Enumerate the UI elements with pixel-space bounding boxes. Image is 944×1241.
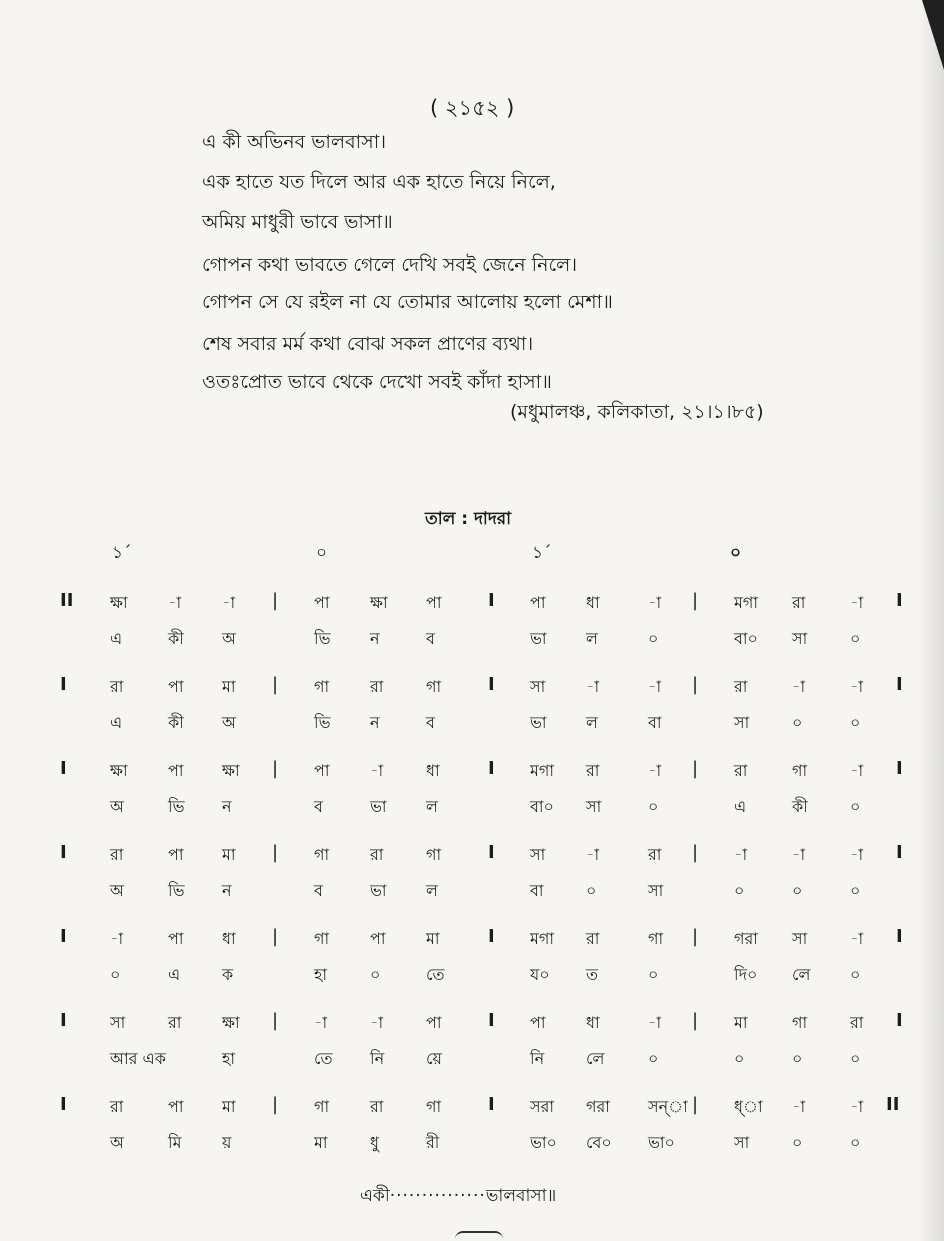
lyric-syllable: অ [110,797,124,816]
lyric-syllable: ত [586,965,599,984]
lyric-syllable: কী [168,629,184,648]
bar-separator: | [272,590,279,611]
lyric-syllable: নি [370,1049,385,1068]
lyric-syllable: য০ [530,965,550,984]
bar-separator: I [488,758,495,779]
lyric-syllable: ০ [734,881,745,900]
lyric-syllable: এ [110,713,123,732]
swara-note: পা [426,593,442,612]
swara-note: সরা [530,1097,555,1116]
bar-separator: | [272,1094,279,1115]
refrain-footer [360,1183,556,1211]
swara-note: রা [648,845,662,864]
bar-close: I [896,758,903,779]
beat-mark: ০ [730,543,742,563]
lyric-syllable: ০ [648,797,659,816]
beat-mark: ১´ [532,543,552,563]
bar-open: I [60,758,67,779]
swara-note: -া [734,845,748,864]
lyric-syllable: ন [222,797,232,816]
lyric-syllable: বা [648,713,662,732]
swara-note: ক্ষা [222,761,240,780]
page-corner-fold [922,0,944,70]
swara-note: রা [586,761,600,780]
lyric-syllable: বা০ [734,629,758,648]
lyric-line: গোপন কথা ভাবতে গেলে দেখি সবই জেনে নিলে। [202,254,578,276]
lyric-line: গোপন সে যে রইল না যে তোমার আলোয় হলো মেশা॥ [202,291,613,313]
swara-note: -া [586,677,600,696]
lyric-syllable: ভা [370,797,387,816]
swara-note: পা [530,593,546,612]
lyric-syllable: ০ [792,1049,803,1068]
lyric-syllable: সা [734,713,750,732]
swara-note: গা [792,1013,808,1032]
lyric-syllable: ল [586,629,598,648]
bar-close: I [896,926,903,947]
lyric-syllable: অ [110,1133,124,1152]
bar-separator: | [692,1010,699,1031]
swara-note: -া [792,1097,806,1116]
lyric-syllable: হা [222,1049,236,1068]
lyric-syllable: হা [314,965,328,984]
swara-note: রা [370,845,384,864]
bar-separator: | [692,1094,699,1115]
bar-separator: | [272,674,279,695]
lyric-syllable: তে [426,965,445,984]
bar-open: II [60,590,74,611]
swara-note: রা [734,761,748,780]
swara-note: গরা [586,1097,610,1116]
lyric-syllable: ল [426,881,438,900]
lyric-line: শেষ সবার মর্ম কথা বোঝ সকল প্রাণের ব্যথা। [202,333,534,355]
swara-note: মগা [530,929,555,948]
swara-note: গা [648,929,664,948]
lyric-syllable: ০ [850,629,861,648]
swara-note: মা [222,677,236,696]
lyric-syllable: কী [168,713,184,732]
lyric-syllable: ০ [792,881,803,900]
swara-note: মা [426,929,440,948]
swara-note: -া [648,761,662,780]
lyric-syllable: ভি [168,797,185,816]
lyric-syllable: ০ [850,881,861,900]
swara-note: মগা [530,761,555,780]
swara-note: পা [314,593,330,612]
lyric-syllable: ভি [168,881,185,900]
swara-note: সা [530,845,546,864]
lyric-syllable: ০ [734,1049,745,1068]
lyric-syllable: ০ [850,965,861,984]
swara-note: গা [314,1097,330,1116]
swara-note: সা [530,677,546,696]
lyric-syllable: অ [222,629,236,648]
swara-note: -া [586,845,600,864]
lyric-syllable: ০ [850,1049,861,1068]
swara-note: পা [168,761,184,780]
lyric-syllable: মি [168,1133,182,1152]
lyric-syllable: অ [222,713,236,732]
swara-note: রা [110,845,124,864]
lyric-syllable: এ [168,965,181,984]
refrain-dots: ··············· [389,1186,486,1206]
lyric-syllable: তে [314,1049,333,1068]
page-number: ( ২১৫২ ) [430,96,515,120]
swara-note: -া [850,1097,864,1116]
bar-separator: I [488,1010,495,1031]
lyric-syllable: সা [648,881,664,900]
swara-note: -া [792,845,806,864]
bar-close: I [896,1010,903,1031]
swara-note: -া [850,929,864,948]
lyric-syllable: ভা [370,881,387,900]
swara-note: সন্া [648,1097,688,1116]
refrain-end: ভালবাসা॥ [485,1186,557,1206]
swara-note: গা [426,677,442,696]
lyric-syllable: ন [222,881,232,900]
swara-note: গরা [734,929,758,948]
lyric-syllable: ০ [648,629,659,648]
bar-close: I [896,590,903,611]
bar-separator: I [488,842,495,863]
lyric-syllable: মা [314,1133,328,1152]
swara-note: রা [370,1097,384,1116]
lyric-syllable: ০ [792,1133,803,1152]
swara-note: -া [110,929,124,948]
lyric-syllable: ভি [314,629,331,648]
lyric-syllable: ব [314,881,323,900]
lyric-syllable: ন [370,713,380,732]
swara-note: মা [734,1013,748,1032]
swara-note: -া [648,677,662,696]
swara-note: -া [370,1013,384,1032]
lyric-line: এ কী অভিনব ভালবাসা। [202,131,387,153]
bar-separator: I [488,926,495,947]
lyric-syllable: সা [734,1133,750,1152]
swara-note: ক্ষা [222,1013,240,1032]
swara-note: রা [792,593,806,612]
lyric-syllable: লে [586,1049,605,1068]
swara-note: রা [850,1013,864,1032]
bar-close: II [886,1094,900,1115]
swara-note: ক্ষা [110,761,128,780]
source-citation: (মধুমালঞ্চ, কলিকাতা, ২১।১।৮৫) [510,401,764,423]
lyric-syllable: বা [530,881,544,900]
swara-note: গা [314,677,330,696]
swara-note: ক্ষা [370,593,388,612]
lyric-syllable: ধু [370,1133,379,1152]
lyric-syllable: ল [426,797,438,816]
lyric-syllable: নি [530,1049,545,1068]
swara-note: পা [168,929,184,948]
swara-note: -া [314,1013,328,1032]
swara-note: -া [168,593,182,612]
swara-note: -া [648,593,662,612]
lyric-syllable: য় [222,1133,232,1152]
lyric-syllable: রী [426,1133,440,1152]
bar-separator: | [272,1010,279,1031]
lyric-syllable: ভা০ [648,1133,675,1152]
bar-separator: I [488,590,495,611]
bar-separator: | [692,674,699,695]
bar-separator: | [272,926,279,947]
lyric-syllable: য়ে [426,1049,442,1068]
swara-note: -া [850,593,864,612]
bar-close: I [896,674,903,695]
lyric-syllable: এ [734,797,747,816]
lyric-syllable: ন [370,629,380,648]
swara-note: গা [426,1097,442,1116]
bar-open: I [60,842,67,863]
swara-note: সা [110,1013,126,1032]
lyric-syllable: বা০ [530,797,554,816]
swara-note: রা [734,677,748,696]
beat-mark: ১´ [112,543,132,563]
swara-note: গা [426,845,442,864]
swara-note: রা [370,677,384,696]
lyric-syllable: ০ [850,797,861,816]
lyric-syllable: আর এক [110,1049,166,1068]
lyric-syllable: ভি [314,713,331,732]
lyric-syllable: ভা [530,629,547,648]
swara-note: -া [370,761,384,780]
lyric-syllable: অ [110,881,124,900]
swara-note: -া [792,677,806,696]
lyric-syllable: ল [586,713,598,732]
swara-note: -া [850,677,864,696]
swara-note: রা [586,929,600,948]
swara-note: পা [314,761,330,780]
swara-note: পা [426,1013,442,1032]
lyric-syllable: ০ [586,881,597,900]
bar-open: I [60,1010,67,1031]
swara-note: -া [850,845,864,864]
lyric-syllable: লে [792,965,811,984]
swara-note: পা [370,929,386,948]
lyric-syllable: ০ [850,1133,861,1152]
lyric-syllable: বে০ [586,1133,612,1152]
lyric-line: ওতঃপ্রোত ভাবে থেকে দেখো সবই কাঁদা হাসা॥ [202,371,552,393]
swara-note: গা [314,845,330,864]
swara-note: রা [168,1013,182,1032]
swara-note: ধা [426,761,440,780]
swara-note: ধা [586,1013,600,1032]
lyric-syllable: ব [314,797,323,816]
lyric-syllable: ভা [530,713,547,732]
swara-note: রা [110,1097,124,1116]
bar-close: I [896,842,903,863]
lyric-syllable: ০ [370,965,381,984]
lyric-syllable: এ [110,629,123,648]
swara-note: -া [648,1013,662,1032]
swara-note: -া [850,761,864,780]
bar-open: I [60,926,67,947]
swara-note: ধা [586,593,600,612]
lyric-syllable: ক [222,965,234,984]
bar-separator: | [692,842,699,863]
bar-separator: I [488,674,495,695]
lyric-syllable: ০ [648,1049,659,1068]
swara-note: সা [792,929,808,948]
swara-note: মগা [734,593,759,612]
swara-note: ধা [222,929,236,948]
bar-separator: | [692,926,699,947]
beat-mark: ০ [316,543,328,563]
lyric-syllable: সা [586,797,602,816]
swara-note: মা [222,1097,236,1116]
swara-note: ক্ষা [110,593,128,612]
lyric-syllable: ভা০ [530,1133,557,1152]
swara-note: পা [168,1097,184,1116]
lyric-syllable: ০ [110,965,121,984]
lyric-syllable: ব [426,713,435,732]
bar-separator: | [692,758,699,779]
swara-note: -া [222,593,236,612]
swara-note: পা [168,677,184,696]
swara-note: রা [110,677,124,696]
refrain-start: একী [360,1186,390,1206]
lyric-line: এক হাতে যত দিলে আর এক হাতে নিয়ে নিলে, [202,171,556,193]
swara-note: গা [792,761,808,780]
taal-heading: তাল : দাদরা [425,509,512,529]
bar-open: I [60,1094,67,1115]
lyric-syllable: কী [792,797,808,816]
lyric-syllable: ০ [648,965,659,984]
bar-separator: | [272,758,279,779]
lyric-syllable: ০ [792,713,803,732]
lyric-syllable: সা [792,629,808,648]
swara-note: ধ্া [734,1097,763,1116]
bar-open: I [60,674,67,695]
lyric-syllable: ব [426,629,435,648]
bar-separator: | [692,590,699,611]
lyric-line: অমিয় মাধুরী ভাবে ভাসা॥ [202,211,393,233]
bar-separator: | [272,842,279,863]
swara-note: মা [222,845,236,864]
cut-off-page-number [455,1231,503,1241]
page-edge-shadow [918,0,944,1241]
swara-note: গা [314,929,330,948]
bar-separator: I [488,1094,495,1115]
swara-note: পা [168,845,184,864]
lyric-syllable: ০ [850,713,861,732]
lyric-syllable: দি০ [734,965,758,984]
swara-note: পা [530,1013,546,1032]
